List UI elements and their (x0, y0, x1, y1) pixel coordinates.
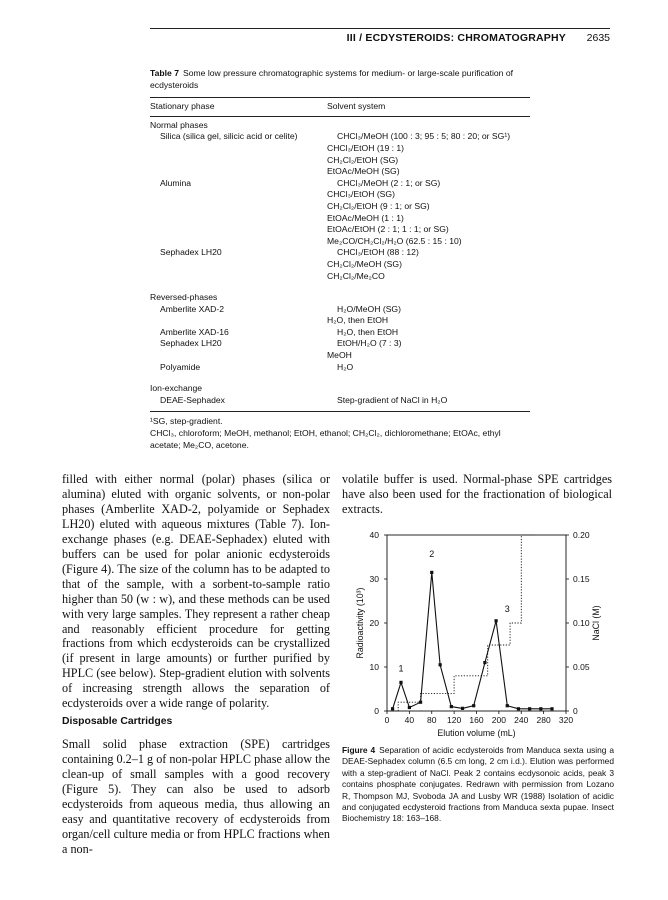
body-paragraph: volatile buffer is used. Normal-phase SPE cartridges have also been used for the fractionation of biological extracts. (342, 472, 612, 516)
y-tick-label: 40 (369, 530, 379, 540)
x-tick-label: 240 (514, 715, 529, 725)
section-title: Normal phases (150, 119, 208, 130)
solvent-cell: CH₂Cl₂/EtOH (SG) (327, 154, 399, 165)
section-title: Reversed-phases (150, 292, 218, 303)
phase-cell: Amberlite XAD-2 (160, 303, 224, 314)
solvent-cell: H₂O (337, 361, 354, 372)
solvent-cell: EtOH/H₂O (7 : 3) (337, 338, 402, 349)
solvent-cell: Step-gradient of NaCl in H₂O (337, 394, 448, 405)
table-row (150, 247, 530, 259)
solvent-cell: Me₂CO/CH₂Cl₂/H₂O (62.5 : 15 : 10) (327, 235, 462, 246)
section-normal-phases (150, 120, 530, 282)
y-axis-label: Radioactivity (10³) (355, 587, 365, 659)
page-number: 2635 (586, 32, 610, 44)
radioactivity-line (393, 572, 552, 708)
data-point (439, 663, 442, 666)
table-row (150, 304, 530, 316)
solvent-cell: CHCl₃/MeOH (100 : 3; 95 : 5; 80 : 20; or SG¹) (337, 131, 511, 142)
peak-label: 3 (504, 604, 510, 614)
solvent-cell: CHCl₃/EtOH (SG) (327, 189, 395, 200)
data-point (539, 707, 542, 710)
solvent-cell: CHCl₃/EtOH (88 : 12) (337, 247, 419, 258)
section-heading: Disposable Cartridges (62, 716, 173, 728)
solvent-cell: H₂O/MeOH (SG) (337, 303, 401, 314)
data-point (399, 681, 402, 684)
data-point (450, 705, 453, 708)
table-row (150, 259, 530, 271)
plot-frame (387, 535, 566, 711)
body-paragraph: filled with either normal (polar) phases (silica or alumina) eluted with organic solvents, or non-polar phases (Amberlite XAD-2, polyamide or Sephadex LH20) eluted with aqueous mixtures (Table 7). Ion-exchange phases (e.g. DEAE-Sephadex) eluted with buffers can be used for polar anionic ecdysteroids (Figure 4). The size of the column has to be adapted to that of the sample, with a sorbent-to-sample ratio higher than 50 (w : w), and these methods can be used with very large samples. They represent a rather cheap and reasonably efficient procedure for getting fractions from which ecdysteroids can be crystallized (if present in large amounts) or further purified by HPLC (see below). Step-gradient elution with solvents of increasing strength allows the separation of ecdysteroids over a wide range of polarity. (62, 472, 330, 711)
nacl-step-line (387, 535, 535, 711)
table-row (150, 166, 530, 178)
solvent-cell: CHCl₃/EtOH (19 : 1) (327, 142, 405, 153)
y2-tick-label: 0.15 (573, 574, 590, 584)
figure-label: Figure 4 (342, 745, 376, 755)
table-row (150, 271, 530, 283)
data-point (528, 707, 531, 710)
table-row (150, 201, 530, 213)
section-reversed-phases (150, 292, 530, 373)
peak-label: 1 (398, 663, 404, 674)
running-header (150, 28, 610, 45)
elution-chart (342, 525, 622, 745)
phase-cell: Alumina (160, 177, 192, 188)
body-paragraph: Small solid phase extraction (SPE) cartridges containing 0.2–1 g of non-polar HPLC phase allow the clean-up of small samples with a good recovery (Figure 5). They can also be used to adsorb ecdysteroids from aqueous media, thus allowing an easy and quantitative recovery of ecdysteroids from organ/cell culture media or from HPLC fractions when a non- (62, 737, 330, 856)
phase-cell: Sephadex LH20 (160, 247, 222, 258)
y-tick-label: 0 (374, 706, 379, 716)
table-row (150, 178, 530, 190)
table-row (150, 189, 530, 201)
phase-cell: DEAE-Sephadex (160, 394, 225, 405)
table-row (150, 213, 530, 225)
phase-cell: Sephadex LH20 (160, 338, 222, 349)
y-tick-label: 20 (369, 618, 379, 628)
table-row (150, 395, 530, 407)
x-tick-label: 320 (558, 715, 574, 725)
y2-tick-label: 0.20 (573, 530, 590, 540)
table-row (150, 362, 530, 374)
col-header-solvent: Solvent system (327, 101, 386, 112)
body-column-right (342, 472, 612, 517)
data-point (472, 704, 475, 707)
solvent-cell: EtOAc/MeOH (1 : 1) (327, 212, 404, 223)
data-point (408, 706, 411, 709)
data-point (494, 619, 497, 622)
table-row (150, 236, 530, 248)
data-point (391, 707, 394, 710)
table-row (150, 315, 530, 327)
figure-4 (342, 525, 622, 745)
solvent-cell: H₂O, then EtOH (327, 315, 389, 326)
data-point (550, 707, 553, 710)
table-row (150, 155, 530, 167)
table-row (150, 143, 530, 155)
solvent-cell: CHCl₃/MeOH (2 : 1; or SG) (337, 177, 441, 188)
y2-tick-label: 0 (573, 706, 578, 716)
y-tick-label: 30 (369, 574, 379, 584)
table-bottom-rule (150, 411, 530, 412)
table-header-row (150, 98, 530, 116)
table-caption-text: Some low pressure chromatographic systems for medium- or large-scale purification of ecdysteroids (150, 68, 514, 90)
section-title: Ion-exchange (150, 383, 203, 394)
solvent-cell: EtOAc/EtOH (2 : 1; 1 : 1; or SG) (327, 224, 449, 235)
data-point (517, 707, 520, 710)
solvent-cell: CH₂Cl₂/EtOH (9 : 1; or SG) (327, 200, 430, 211)
solvent-cell: H₂O, then EtOH (337, 326, 399, 337)
table-7 (150, 68, 530, 451)
solvent-cell: EtOAc/MeOH (SG) (327, 166, 400, 177)
table-row (150, 350, 530, 362)
figure-caption (342, 745, 614, 825)
x-tick-label: 160 (469, 715, 484, 725)
x-tick-label: 120 (447, 715, 462, 725)
phase-cell: Silica (silica gel, silicic acid or celite) (160, 131, 298, 142)
solvent-cell: CH₂Cl₂/Me₂CO (327, 270, 385, 281)
table-label: Table 7 (150, 68, 179, 78)
x-tick-label: 80 (427, 715, 437, 725)
col-header-stationary: Stationary phase (150, 101, 215, 112)
table-row (150, 327, 530, 339)
section-ion-exchange (150, 383, 530, 406)
x-tick-label: 280 (536, 715, 551, 725)
y-tick-label: 10 (369, 662, 379, 672)
phase-cell: Amberlite XAD-16 (160, 326, 229, 337)
y2-tick-label: 0.10 (573, 618, 590, 628)
table-row (150, 224, 530, 236)
data-point (419, 701, 422, 704)
phase-cell: Polyamide (160, 361, 201, 372)
data-point (430, 571, 433, 574)
header-title: III / ECDYSTEROIDS: CHROMATOGRAPHY (346, 32, 566, 44)
solvent-cell: CH₂Cl₂/MeOH (SG) (327, 258, 402, 269)
y2-axis-label: NaCl (M) (591, 605, 601, 641)
table-row (150, 131, 530, 143)
x-tick-label: 200 (491, 715, 506, 725)
x-tick-label: 40 (404, 715, 415, 725)
footnote-abbreviations: CHCl₃, chloroform; MeOH, methanol; EtOH, ethanol; CH₂Cl₂, dichloromethane; EtOAc, ethyl acetate; Me₂CO, acetone. (150, 428, 501, 450)
figure-caption-text: Separation of acidic ecdysteroids from Manduca sexta using a DEAE-Sephadex column (6.5 cm long, 2 cm i.d.). Elution was performed with a step-gradient of NaCl. Peak 2 contains ecdysonoic acids, peak 3 contains phosphate conjugates. Redrawn with permission from Lozano R, Thompson MJ, Svoboda JA and Lusby WR (1988) Isolation of acidic and conjugated ecdysteroid fractions from Manduca sexta pupae. Insect Biochemistry 18: 163–168. (342, 745, 615, 824)
table-footnotes (150, 416, 530, 451)
y2-tick-label: 0.05 (573, 662, 590, 672)
data-point (483, 661, 486, 664)
body-column-left (62, 472, 330, 857)
table-row (150, 338, 530, 350)
table-caption (150, 68, 530, 91)
data-point (506, 704, 509, 707)
x-tick-label: 0 (384, 715, 390, 725)
x-axis-label: Elution volume (mL) (437, 728, 516, 738)
footnote-sg: ¹SG, step-gradient. (150, 416, 223, 427)
solvent-cell: MeOH (327, 350, 352, 361)
data-point (461, 707, 464, 710)
peak-label: 2 (429, 549, 435, 559)
